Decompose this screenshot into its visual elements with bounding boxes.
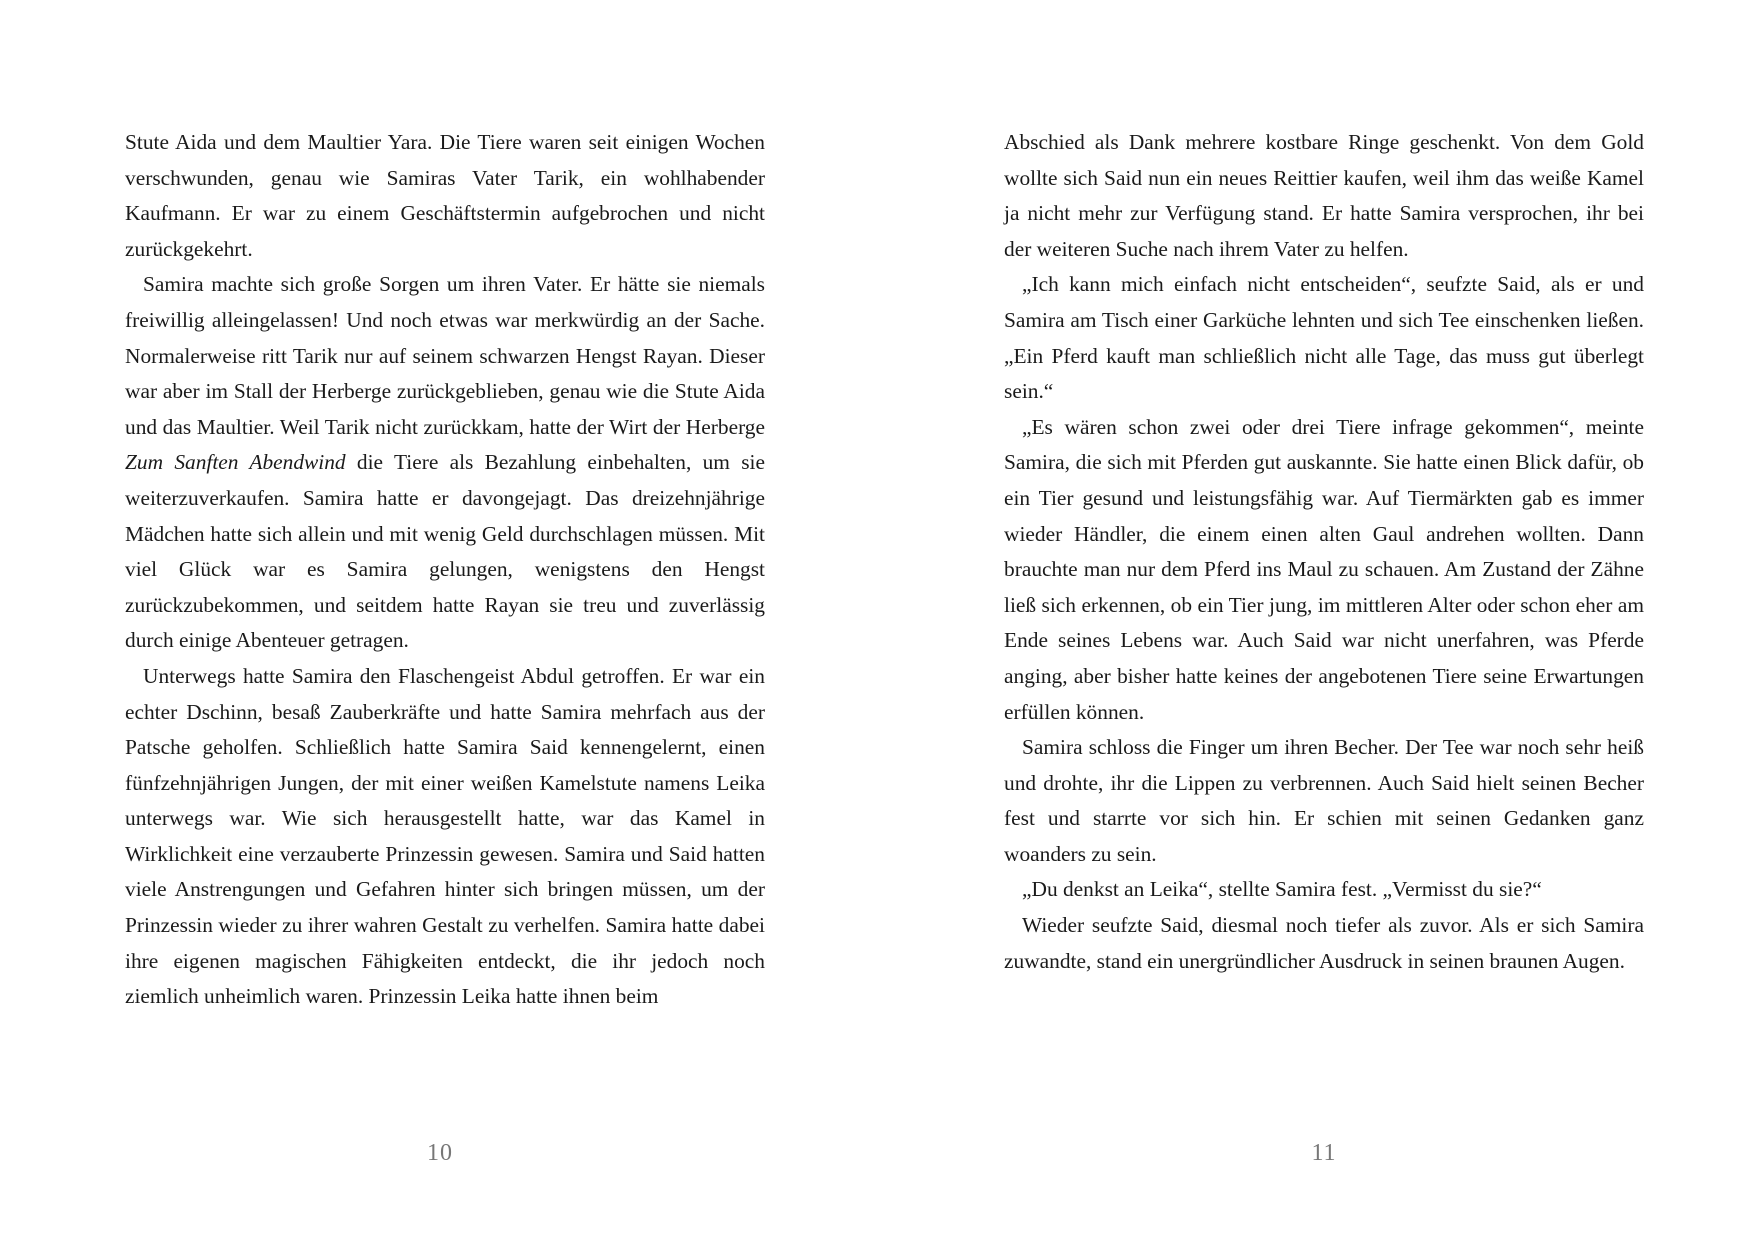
paragraph: „Es wären schon zwei oder drei Tiere infrage gekommen“, meinte Samira, die sich mit Pferden gut auskannte. Sie hatte einen Blick dafür, ob ein Tier gesund und leistungsfähig war. Auf Tiermärkten gab es immer wieder Händler, die einem einen alten Gaul andrehen wollten. Dann brauchte man nur dem Pferd ins Maul zu schauen. Am Zustand der Zähne ließ sich erkennen, ob ein Tier jung, im mittleren Alter oder schon eher am Ende seines Lebens war. Auch Said war nicht unerfahren, was Pferde anging, aber bisher hatte keines der angebotenen Tiere seine Erwartungen erfüllen können. [1004,414,1644,724]
paragraph: Samira schloss die Finger um ihren Becher. Der Tee war noch sehr heiß und drohte, ihr die Lippen zu verbrennen. Auch Said hielt seinen Becher fest und starrte vor sich hin. Er schien mit seinen Gedanken ganz woanders zu sein. [1004,735,1644,866]
paragraph: Wieder seufzte Said, diesmal noch tiefer als zuvor. Als er sich Samira zuwandte, stand ein unergründlicher Ausdruck in seinen braunen Augen. [1004,913,1644,973]
left-page-text [125,125,765,1015]
paragraph-text: Samira machte sich große Sorgen um ihren Vater. Er hätte sie niemals freiwillig alleingelassen! Und noch etwas war merkwürdig an der Sache. Normalerweise ritt Tarik nur auf seinem schwarzen Hengst Rayan. Dieser war aber im Stall der Herberge zurückgeblieben, genau wie die Stute Aida und das Maultier. Weil Tarik nicht zurückkam, hatte der Wirt der Herberge [125,272,765,439]
paragraph: Abschied als Dank mehrere kostbare Ringe geschenkt. Von dem Gold wollte sich Said nun ein neues Reittier kaufen, weil ihm das weiße Kamel ja nicht mehr zur Verfügung stand. Er hatte Samira versprochen, ihr bei der weiteren Suche nach ihrem Vater zu helfen. [1004,130,1644,261]
paragraph [125,267,765,659]
paragraph: Stute Aida und dem Maultier Yara. Die Tiere waren seit einigen Wochen verschwunden, genau wie Samiras Vater Tarik, ein wohlhabender Kaufmann. Er war zu einem Geschäftstermin aufgebrochen und nicht zurückgekehrt. [125,130,765,261]
paragraph: Unterwegs hatte Samira den Flaschengeist Abdul getroffen. Er war ein echter Dschinn, besaß Zauberkräfte und hatte Samira mehrfach aus der Patsche geholfen. Schließlich hatte Samira Said kennengelernt, einen fünfzehnjährigen Jungen, der mit einer weißen Kamelstute namens Leika unterwegs war. Wie sich herausgestellt hatte, war das Kamel in Wirklichkeit eine verzauberte Prinzessin gewesen. Samira und Said hatten viele Anstrengungen und Gefahren hinter sich bringen müssen, um der Prinzessin wieder zu ihrer wahren Gestalt zu verhelfen. Samira hatte dabei ihre eigenen magischen Fähigkeiten entdeckt, die ihr jedoch noch ziemlich unheimlich waren. Prinzessin Leika hatte ihnen beim [125,663,765,1009]
page-number: 10 [427,1140,453,1166]
paragraph: „Ich kann mich einfach nicht entscheiden“, seufzte Said, als er und Samira am Tisch einer Garküche lehnten und sich Tee einschenken ließen. „Ein Pferd kauft man schließlich nicht alle Tage, das muss gut überlegt sein.“ [1004,272,1644,404]
paragraph-text: die Tiere als Bezahlung einbehalten, um sie weiterzuverkaufen. Samira hatte er davongejagt. Das dreizehnjährige Mädchen hatte sich allein und mit wenig Geld durchschlagen müssen. Mit viel Glück war es Samira gelungen, wenigstens den Hengst zurückzubekommen, und seitdem hatte Rayan sie treu und zuverlässig durch einige Abenteuer getragen. [125,450,765,653]
right-page-text [1004,125,1644,979]
inn-name: Zum Sanften Abendwind [125,450,346,475]
page-number: 11 [1311,1140,1337,1166]
right-page [874,0,1748,1240]
paragraph: „Du denkst an Leika“, stellte Samira fest. „Vermisst du sie?“ [1022,877,1542,902]
